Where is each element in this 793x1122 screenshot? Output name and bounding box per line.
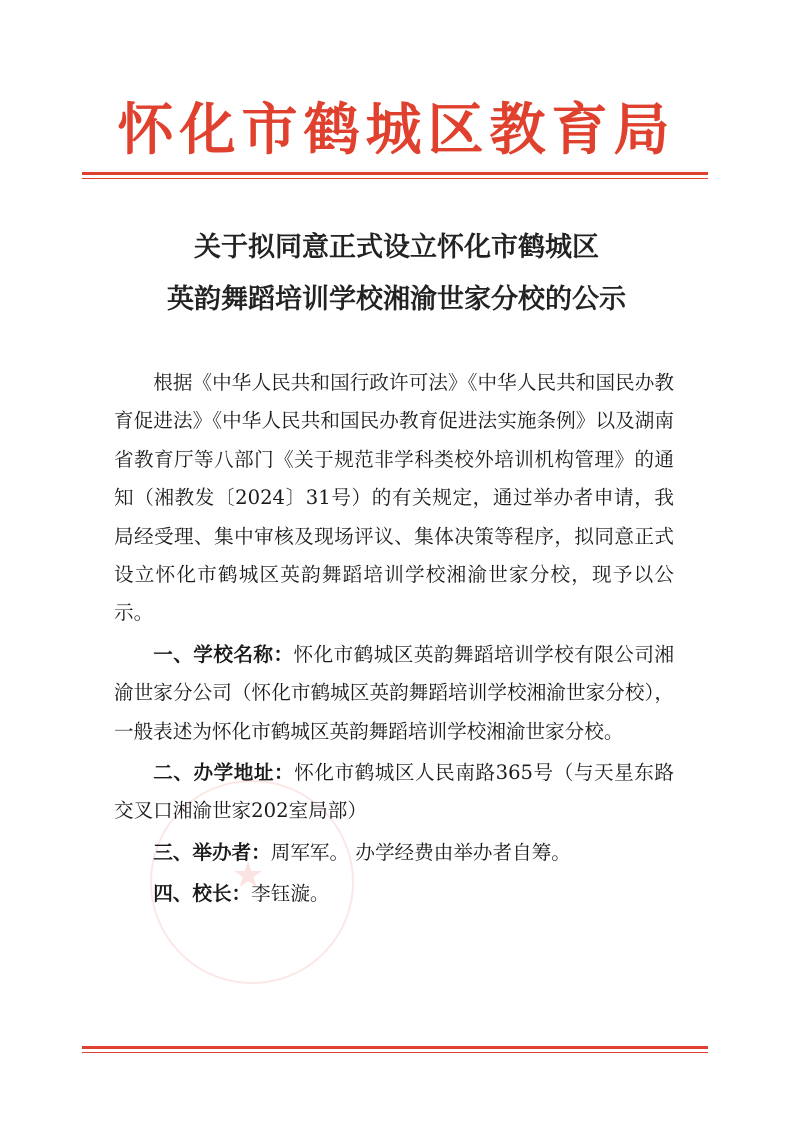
issuing-organization: 怀化市鹤城区教育局 bbox=[117, 98, 676, 163]
item-lead: 二、办学地址： bbox=[153, 761, 295, 785]
item-text: 周军军。 办学经费由举办者自筹。 bbox=[270, 840, 571, 864]
footer-divider-thick bbox=[82, 1046, 708, 1049]
header-divider-thick bbox=[82, 172, 708, 175]
item-lead: 四、校长： bbox=[153, 882, 252, 906]
item-text: 怀化市鹤城区英韵舞蹈培训学校有限公司湘渝世家分公司（怀化市鹤城区英韵舞蹈培训学校湘渝世家分校），一般表述为怀化市鹤城区英韵舞蹈培训学校湘渝世家分校。 bbox=[114, 642, 675, 743]
document-title-line-1: 关于拟同意正式设立怀化市鹤城区 bbox=[194, 232, 599, 263]
header-divider-thin bbox=[82, 178, 708, 179]
document-title-line-2: 英韵舞蹈培训学校湘渝世家分校的公示 bbox=[167, 284, 626, 315]
intro-paragraph: 根据《中华人民共和国行政许可法》《中华人民共和国民办教育促进法》《中华人民共和国民办教育促进法实施条例》以及湖南省教育厅等八部门《关于规范非学科类校外培训机构管理》的通知（湘教发〔2024〕31号）的有关规定，通过举办者申请，我局经受理、集中审核及现场评议、集体决策等程序，拟同意正式设立怀化市鹤城区英韵舞蹈培训学校湘渝世家分校，现予以公示。 bbox=[114, 371, 674, 625]
footer-divider-thin bbox=[82, 1052, 708, 1053]
item-text: 怀化市鹤城区人民南路365号（与天星东路交叉口湘渝世家202室局部） bbox=[114, 761, 674, 823]
item-school-name bbox=[114, 636, 674, 751]
item-lead: 一、学校名称： bbox=[153, 642, 294, 666]
item-lead: 三、举办者： bbox=[153, 840, 271, 864]
document-body bbox=[114, 364, 674, 914]
seal-star-icon: ★ bbox=[232, 855, 265, 896]
item-school-address bbox=[114, 754, 674, 831]
item-principal bbox=[114, 875, 674, 913]
item-sponsor bbox=[114, 834, 674, 872]
item-text: 李钰漩。 bbox=[251, 882, 330, 906]
